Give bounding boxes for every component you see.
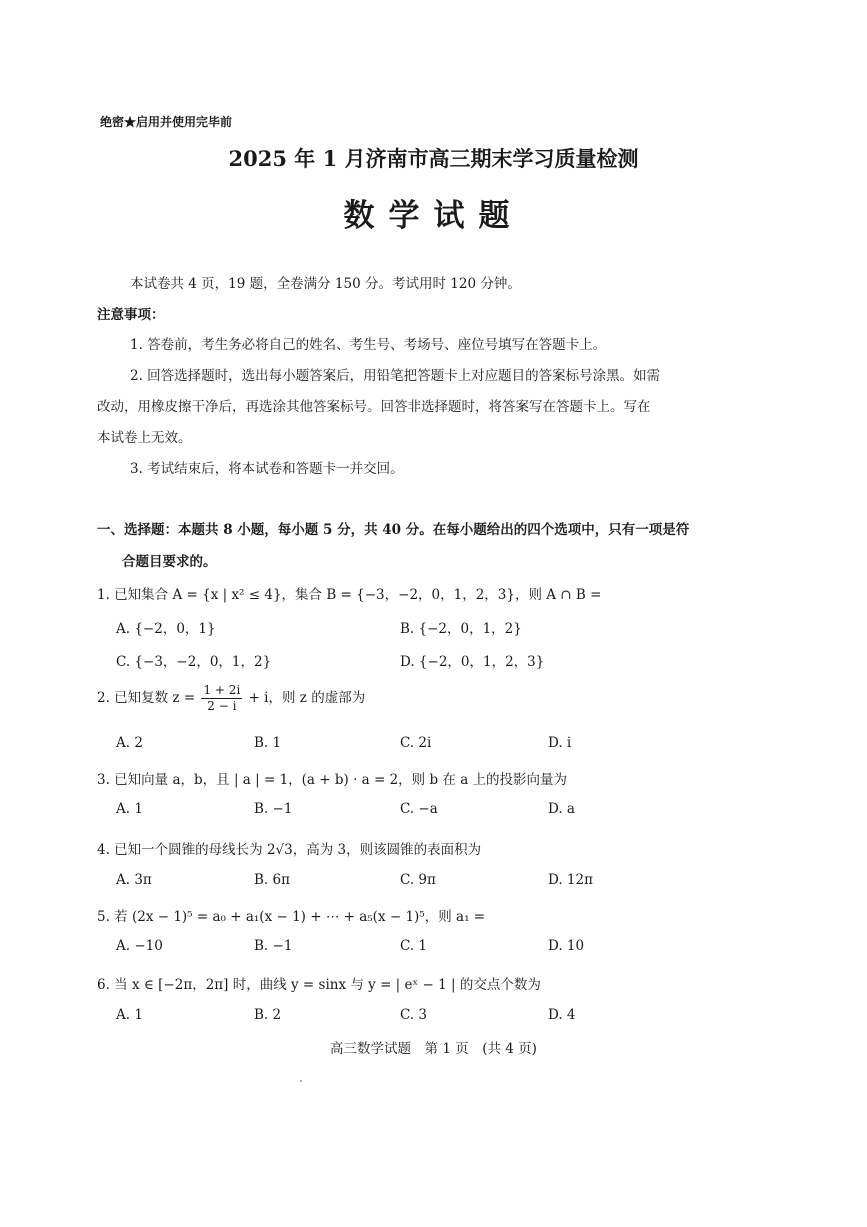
question-1-option-c: C. {−3，−2，0，1，2} (116, 654, 272, 670)
question-3-stem: 3. 已知向量 a，b，且 | a | = 1，(a + b) · a = 2，则 b 在 a 上的投影向量为 (97, 772, 568, 788)
question-1-option-d: D. {−2，0，1，2，3} (400, 654, 545, 670)
question-2-option-c: C. 2i (400, 735, 432, 751)
question-2-option-b: B. 1 (254, 735, 282, 751)
question-3-option-a: A. 1 (116, 801, 143, 817)
question-5-option-c: C. 1 (400, 938, 428, 954)
notice-item-1: 1. 答卷前，考生务必将自己的姓名、考生号、考场号、座位号填写在答题卡上。 (130, 337, 607, 353)
question-3-option-d: D. a (548, 801, 575, 817)
question-4-option-d: D. 12π (548, 872, 593, 888)
question-2-stem-pre: 2. 已知复数 z = (97, 690, 196, 706)
question-4-option-b: B. 6π (254, 872, 290, 888)
question-2-option-a: A. 2 (116, 735, 143, 751)
question-2-fraction (201, 683, 242, 714)
exam-subtitle: 数学试题 (343, 198, 524, 234)
exam-title: 2025 年 1 月济南市高三期末学习质量检测 (228, 146, 639, 171)
question-3-option-c: C. −a (400, 801, 438, 817)
question-2-fraction-denominator: 2 − i (207, 699, 237, 713)
question-3-option-b: B. −1 (254, 801, 293, 817)
question-6-stem: 6. 当 x ∈ [−2π，2π] 时，曲线 y = sinx 与 y = | eˣ − 1 | 的交点个数为 (97, 977, 541, 993)
question-6-option-d: D. 4 (548, 1007, 576, 1023)
confidential-label: 绝密★启用并使用完毕前 (100, 115, 233, 129)
section-1-heading-line-2: 合题目要求的。 (122, 554, 217, 570)
question-2-fraction-numerator: 1 + 2i (203, 683, 241, 697)
question-5-option-b: B. −1 (254, 938, 293, 954)
question-5-option-a: A. −10 (116, 938, 163, 954)
question-6-option-a: A. 1 (116, 1007, 143, 1023)
section-1-heading-line-1: 一、选择题：本题共 8 小题，每小题 5 分，共 40 分。在每小题给出的四个选项中，只有一项是符 (97, 522, 690, 538)
question-6-option-b: B. 2 (254, 1007, 282, 1023)
notice-item-2-line-1: 2. 回答选择题时，选出每小题答案后，用铅笔把答题卡上对应题目的答案标号涂黑。如需 (130, 368, 661, 384)
question-2-stem (97, 683, 365, 714)
question-2-stem-post: + i，则 z 的虚部为 (248, 690, 366, 706)
question-5-stem: 5. 若 (2x − 1)⁵ = a₀ + a₁(x − 1) + ⋯ + a₅(x − 1)⁵，则 a₁ = (97, 909, 486, 925)
question-1-option-a: A. {−2，0，1} (116, 621, 216, 637)
page-footer: 高三数学试题 第 1 页 (共 4 页) (330, 1041, 537, 1057)
intro-text: 本试卷共 4 页，19 题，全卷满分 150 分。考试用时 120 分钟。 (130, 276, 521, 292)
question-4-option-c: C. 9π (400, 872, 436, 888)
notice-item-2-line-3: 本试卷上无效。 (97, 430, 192, 446)
question-6-option-c: C. 3 (400, 1007, 428, 1023)
question-1-stem: 1. 已知集合 A = {x | x² ≤ 4}，集合 B = {−3，−2，0，1，2，3}，则 A ∩ B = (97, 587, 602, 603)
question-5-option-d: D. 10 (548, 938, 585, 954)
question-1-option-b: B. {−2，0，1，2} (400, 621, 522, 637)
question-4-option-a: A. 3π (116, 872, 152, 888)
notice-heading: 注意事项： (97, 307, 165, 323)
notice-item-2-line-2: 改动，用橡皮擦干净后，再选涂其他答案标号。回答非选择题时，将答案写在答题卡上。写在 (97, 399, 651, 415)
scan-speck (300, 1080, 302, 1082)
question-4-stem: 4. 已知一个圆锥的母线长为 2√3，高为 3，则该圆锥的表面积为 (97, 842, 482, 858)
question-2-option-d: D. i (548, 735, 572, 751)
notice-item-3: 3. 考试结束后，将本试卷和答题卡一并交回。 (130, 461, 404, 477)
